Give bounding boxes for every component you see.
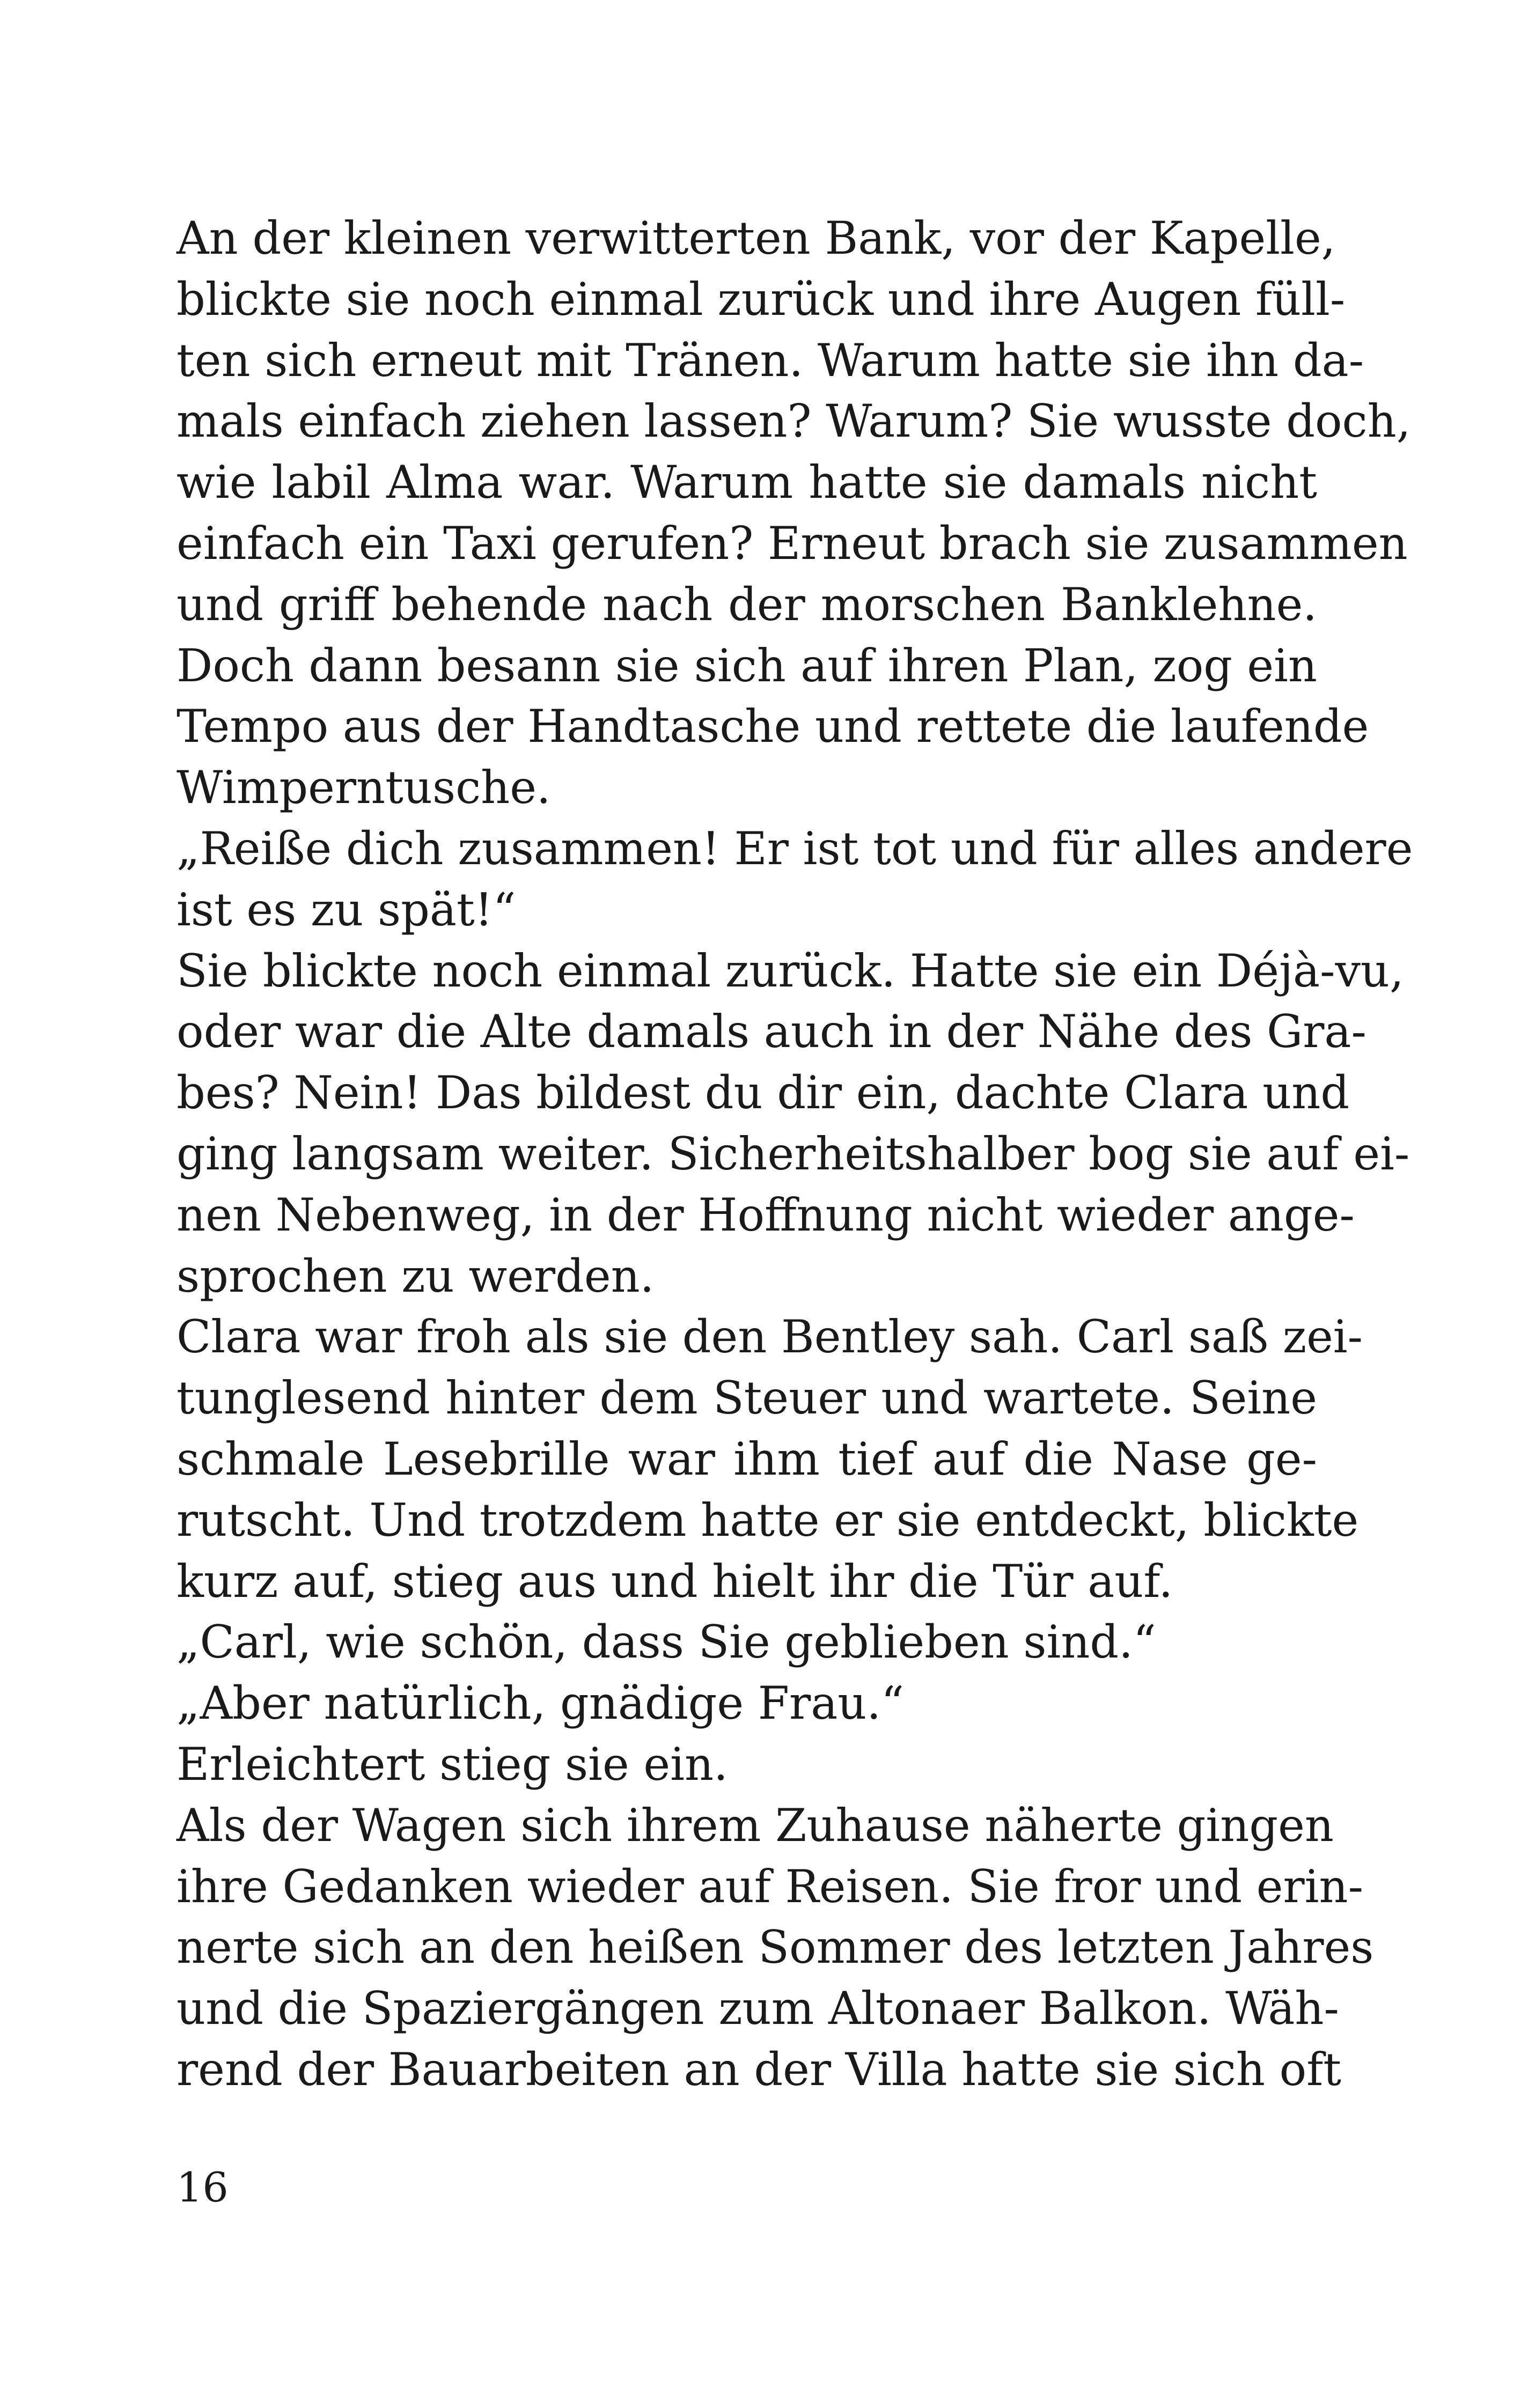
text-line: und die Spaziergängen zum Altonaer Balkon. Wäh- bbox=[177, 1982, 1339, 2035]
text-line: ging langsam weiter. Sicherheitshalber bog sie auf ei- bbox=[177, 1127, 1410, 1180]
text-line: Clara war froh als sie den Bentley sah. Carl saß zei- bbox=[177, 1310, 1363, 1364]
text-line: ihre Gedanken wieder auf Reisen. Sie fror und erin- bbox=[177, 1860, 1364, 1913]
text-line: An der kleinen verwitterten Bank, vor der Kapelle, bbox=[177, 212, 1336, 264]
text-line: rend der Bauarbeiten an der Villa hatte sie sich oft bbox=[177, 2043, 1342, 2096]
text-line: Doch dann besann sie sich auf ihren Plan, zog ein bbox=[177, 639, 1317, 692]
text-line: „Reiße dich zusammen! Er ist tot und für alles andere bbox=[177, 822, 1413, 875]
text-line: und griff behende nach der morschen Banklehne. bbox=[177, 578, 1317, 631]
text-line: „Aber natürlich, gnädige Frau.“ bbox=[177, 1677, 905, 1730]
text-line: nen Nebenweg, in der Hoffnung nicht wieder ange- bbox=[177, 1188, 1355, 1241]
page-number: 16 bbox=[177, 2163, 229, 2211]
text-line: Als der Wagen sich ihrem Zuhause näherte gingen bbox=[177, 1799, 1334, 1852]
text-line: blickte sie noch einmal zurück und ihre Augen füll- bbox=[177, 273, 1346, 326]
text-line: nerte sich an den heißen Sommer des letzten Jahres bbox=[177, 1921, 1374, 1974]
text-line: schmale Lesebrille war ihm tief auf die Nase ge- bbox=[177, 1432, 1317, 1485]
text-line: sprochen zu werden. bbox=[177, 1249, 655, 1302]
text-line: ten sich erneut mit Tränen. Warum hatte sie ihn da- bbox=[177, 334, 1364, 387]
text-line: einfach ein Taxi gerufen? Erneut brach sie zusammen bbox=[177, 517, 1408, 570]
text-line: wie labil Alma war. Warum hatte sie damals nicht bbox=[177, 456, 1317, 509]
text-line: Erleichtert stieg sie ein. bbox=[177, 1737, 728, 1791]
text-line: tunglesend hinter dem Steuer und wartete. Seine bbox=[177, 1372, 1317, 1425]
text-line: Wimperntusche. bbox=[177, 761, 551, 814]
text-line: Tempo aus der Handtasche und rettete die laufende bbox=[177, 700, 1369, 753]
body-text bbox=[177, 208, 1413, 2101]
text-line: mals einfach ziehen lassen? Warum? Sie wusste doch, bbox=[177, 395, 1411, 448]
text-line: ist es zu spät!“ bbox=[177, 883, 516, 936]
text-line: oder war die Alte damals auch in der Nähe des Gra- bbox=[177, 1005, 1366, 1058]
text-line: „Carl, wie schön, dass Sie geblieben sind.“ bbox=[177, 1616, 1156, 1669]
text-line: Sie blickte noch einmal zurück. Hatte sie ein Déjà-vu, bbox=[177, 944, 1404, 997]
text-line: kurz auf, stieg aus und hielt ihr die Tür auf. bbox=[177, 1555, 1173, 1608]
text-line: bes? Nein! Das bildest du dir ein, dachte Clara und bbox=[177, 1066, 1350, 1120]
text-line: rutscht. Und trotzdem hatte er sie entdeckt, blickte bbox=[177, 1493, 1359, 1547]
